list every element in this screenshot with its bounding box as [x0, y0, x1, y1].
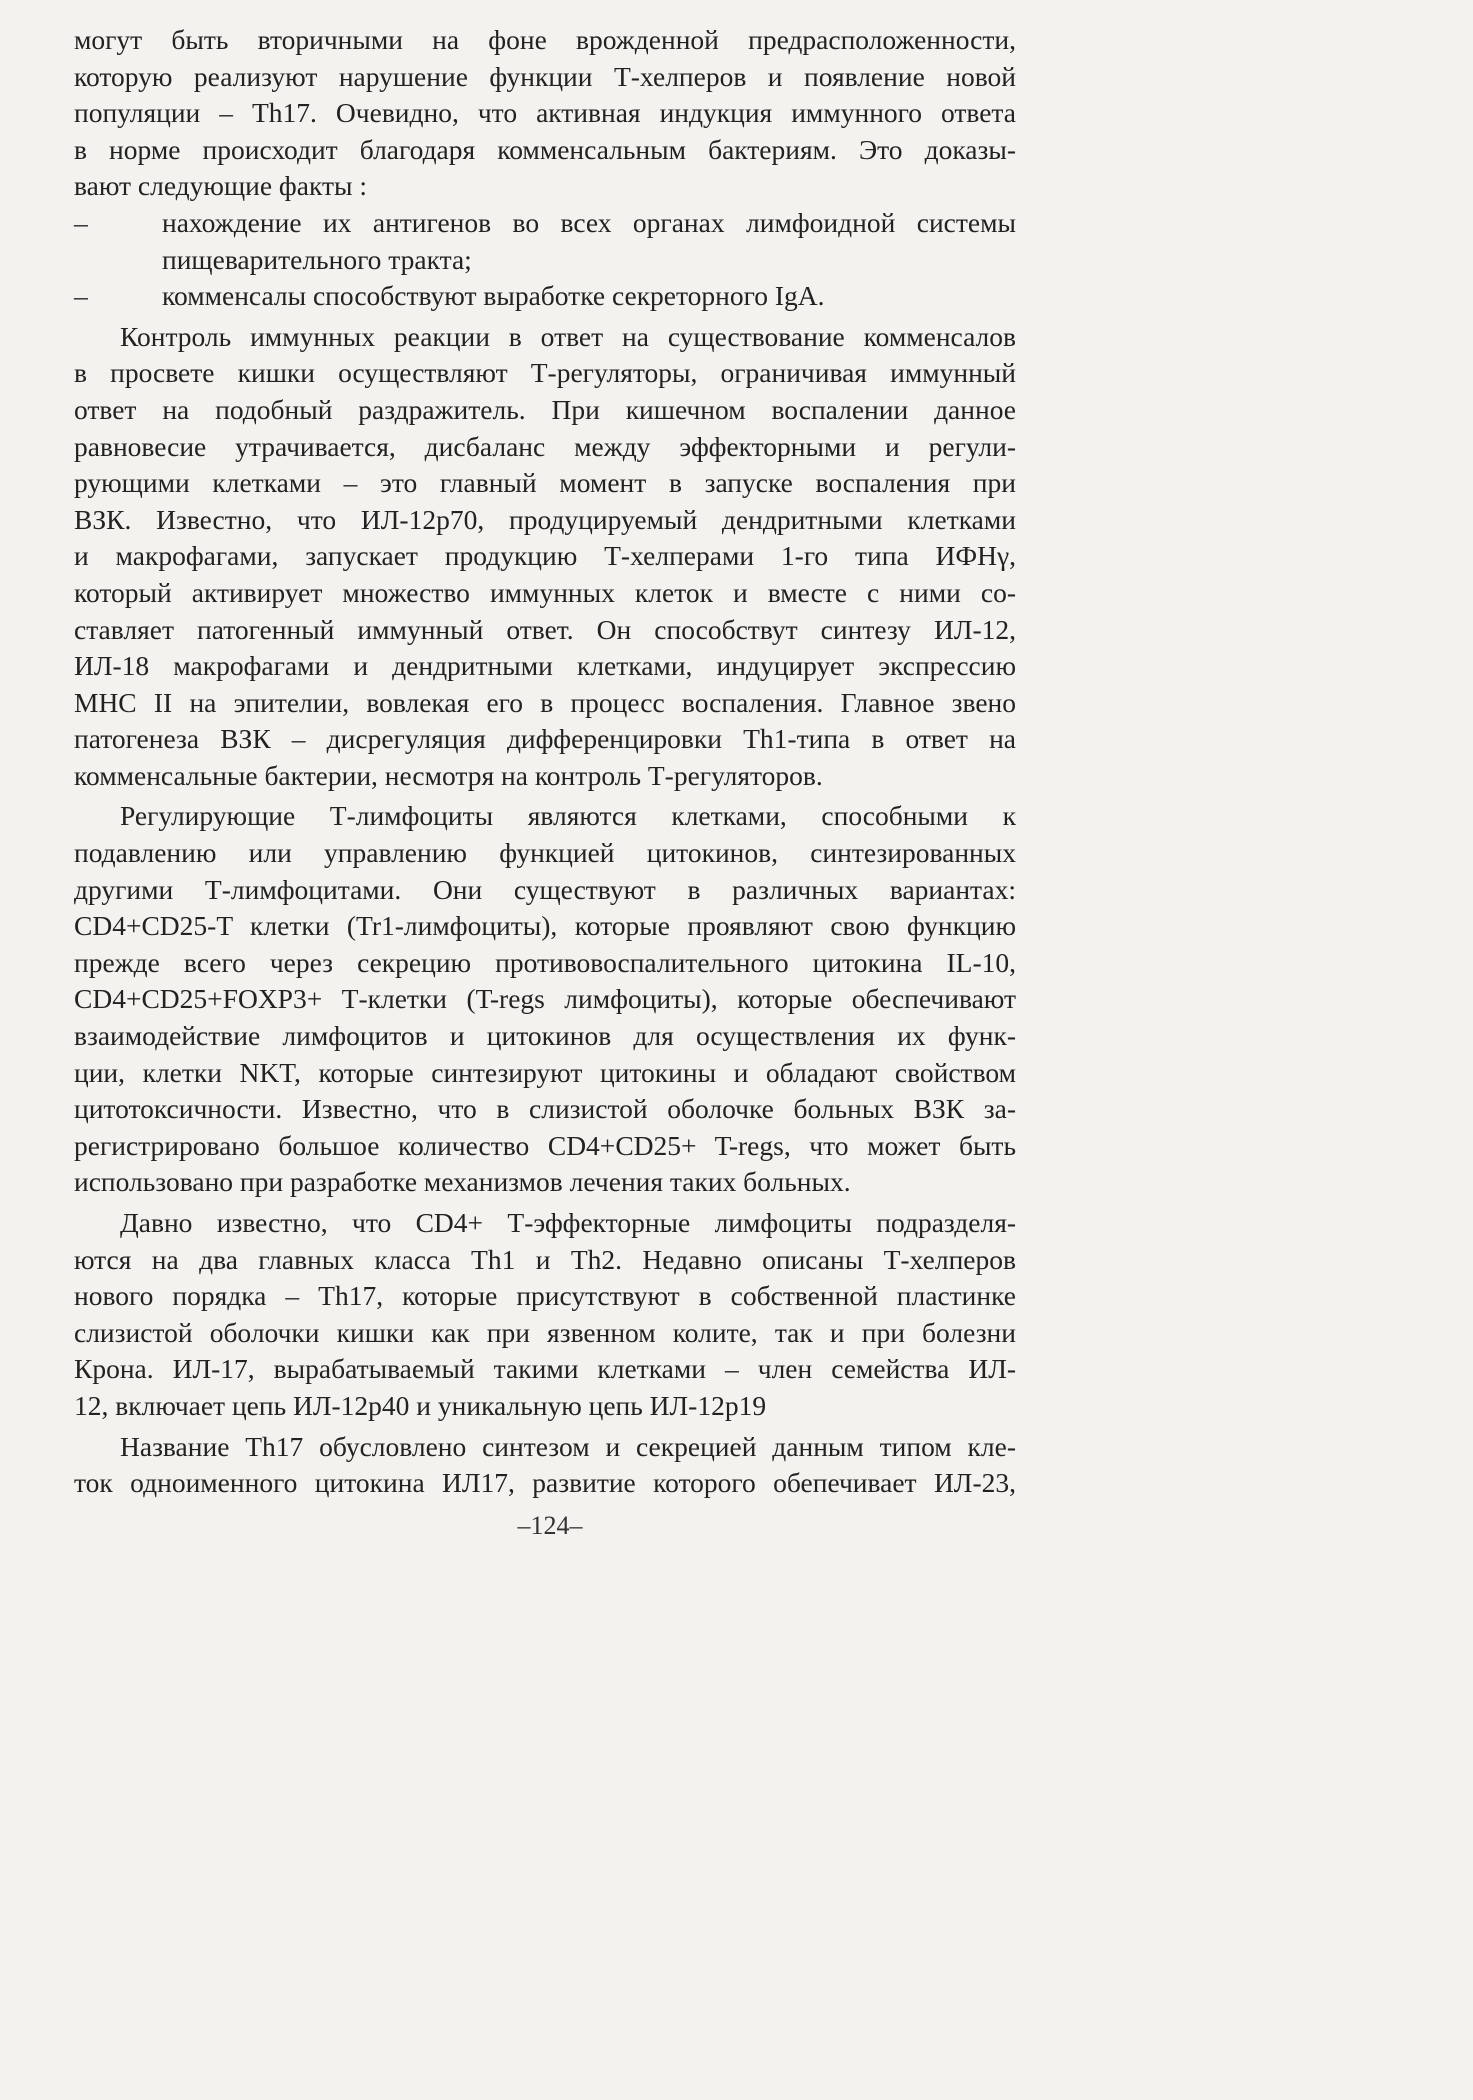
text-line: другими Т-лимфоцитами. Они существуют в различных вариантах:	[74, 873, 1016, 905]
text-line: прежде всего через секрецию противовоспалительного цитокина IL-10,	[74, 946, 1016, 978]
text-line: Крона. ИЛ-17, вырабатываемый такими клетками – член семейства ИЛ-	[74, 1353, 1016, 1385]
bullet-item	[74, 278, 1016, 315]
text-line: равновесие утрачивается, дисбаланс между эффекторными и регули-	[74, 430, 1016, 462]
bullet-item	[74, 205, 1016, 278]
text-line: подавлению или управлению функцией цитокинов, синтезированных	[74, 837, 1016, 869]
text-line: Контроль иммунных реакции в ответ на существование комменсалов	[120, 320, 1016, 352]
text-line: ВЗК. Известно, что ИЛ-12р70, продуцируемый дендритными клетками	[74, 503, 1016, 535]
bullet-text: комменсалы способствуют выработке секреторного IgA.	[162, 280, 825, 312]
text-line: и макрофагами, запускает продукцию Т-хелперами 1-го типа ИФНγ,	[74, 540, 1016, 572]
bullet-line	[74, 278, 1016, 315]
text-line: ИЛ-18 макрофагами и дендритными клетками, индуцирует экспрессию	[74, 650, 1016, 682]
text-line: взаимодействие лимфоцитов и цитокинов для осуществления их функ-	[74, 1020, 1016, 1052]
text-line: Давно известно, что CD4+ Т-эффекторные лимфоциты подразделя-	[120, 1207, 1016, 1238]
text-line: который активирует множество иммунных клеток и вместе с ними со-	[74, 576, 1016, 608]
text-line: вают следующие факты :	[74, 170, 367, 202]
text-line: могут быть вторичными на фоне врожденной предрасположенности,	[74, 24, 1016, 55]
text-line: CD4+CD25+FOXP3+ Т-клетки (T-regs лимфоциты), которые обеспечивают	[74, 983, 1016, 1015]
text-line: ются на два главных класса Th1 и Th2. Недавно описаны Т-хелперов	[74, 1243, 1016, 1275]
bullet-dash: –	[74, 206, 88, 238]
text-line: регистрировано большое количество CD4+CD25+ T-regs, что может быть	[74, 1129, 1016, 1161]
page-body	[74, 22, 1016, 1502]
text-line: цитотоксичности. Известно, что в слизистой оболочке больных ВЗК за-	[74, 1093, 1016, 1125]
paragraph-2	[74, 319, 1016, 795]
paragraph-1	[74, 22, 1016, 205]
bullet-text: нахождение их антигенов во всех органах лимфоидной системы	[162, 206, 1016, 238]
text-line: в просвете кишки осуществляют Т-регуляторы, ограничивая иммунный	[74, 357, 1016, 389]
text-line: патогенеза ВЗК – дисрегуляция дифференцировки Th1-типа в ответ на	[74, 723, 1016, 755]
text-line: популяции – Th17. Очевидно, что активная индукция иммунного ответа	[74, 97, 1016, 129]
text-line: нового порядка – Th17, которые присутствуют в собственной пластинке	[74, 1280, 1016, 1312]
text-line: слизистой оболочки кишки как при язвенном колите, так и при болезни	[74, 1316, 1016, 1348]
text-line: ставляет патогенный иммунный ответ. Он способствут синтезу ИЛ-12,	[74, 613, 1016, 645]
text-line: в норме происходит благодаря комменсальным бактериям. Это доказы-	[74, 133, 1016, 165]
text-line: комменсальные бактерии, несмотря на контроль Т-регуляторов.	[74, 759, 823, 791]
text-line: использовано при разработке механизмов лечения таких больных.	[74, 1166, 851, 1198]
paragraph-4	[74, 1205, 1016, 1425]
bullet-line	[74, 205, 1016, 242]
paragraph-5	[74, 1429, 1016, 1502]
text-line: Название Th17 обусловлено синтезом и секрецией данным типом кле-	[120, 1430, 1016, 1462]
paragraph-3	[74, 798, 1016, 1201]
text-line: которую реализуют нарушение функции Т-хелперов и появление новой	[74, 60, 1016, 92]
bullet-dash: –	[74, 280, 88, 312]
text-line: МНС II на эпителии, вовлекая его в процесс воспаления. Главное звено	[74, 686, 1016, 718]
text-line: ции, клетки NKT, которые синтезируют цитокины и обладают свойством	[74, 1056, 1016, 1088]
text-line: ответ на подобный раздражитель. При кишечном воспалении данное	[74, 393, 1016, 425]
text-line: ток одноименного цитокина ИЛ17, развитие которого обепечивает ИЛ-23,	[74, 1467, 1016, 1499]
text-line: 12, включает цепь ИЛ-12р40 и уникальную цепь ИЛ-12р19	[74, 1389, 767, 1421]
text-line: рующими клетками – это главный момент в запуске воспаления при	[74, 467, 1016, 499]
text-line: Регулирующие Т-лимфоциты являются клетками, способными к	[120, 800, 1016, 832]
page-number: –124–	[517, 1511, 583, 1540]
bullet-line: пищеварительного тракта;	[162, 243, 472, 275]
text-line: CD4+CD25-T клетки (Tr1-лимфоциты), которые проявляют свою функцию	[74, 910, 1016, 942]
